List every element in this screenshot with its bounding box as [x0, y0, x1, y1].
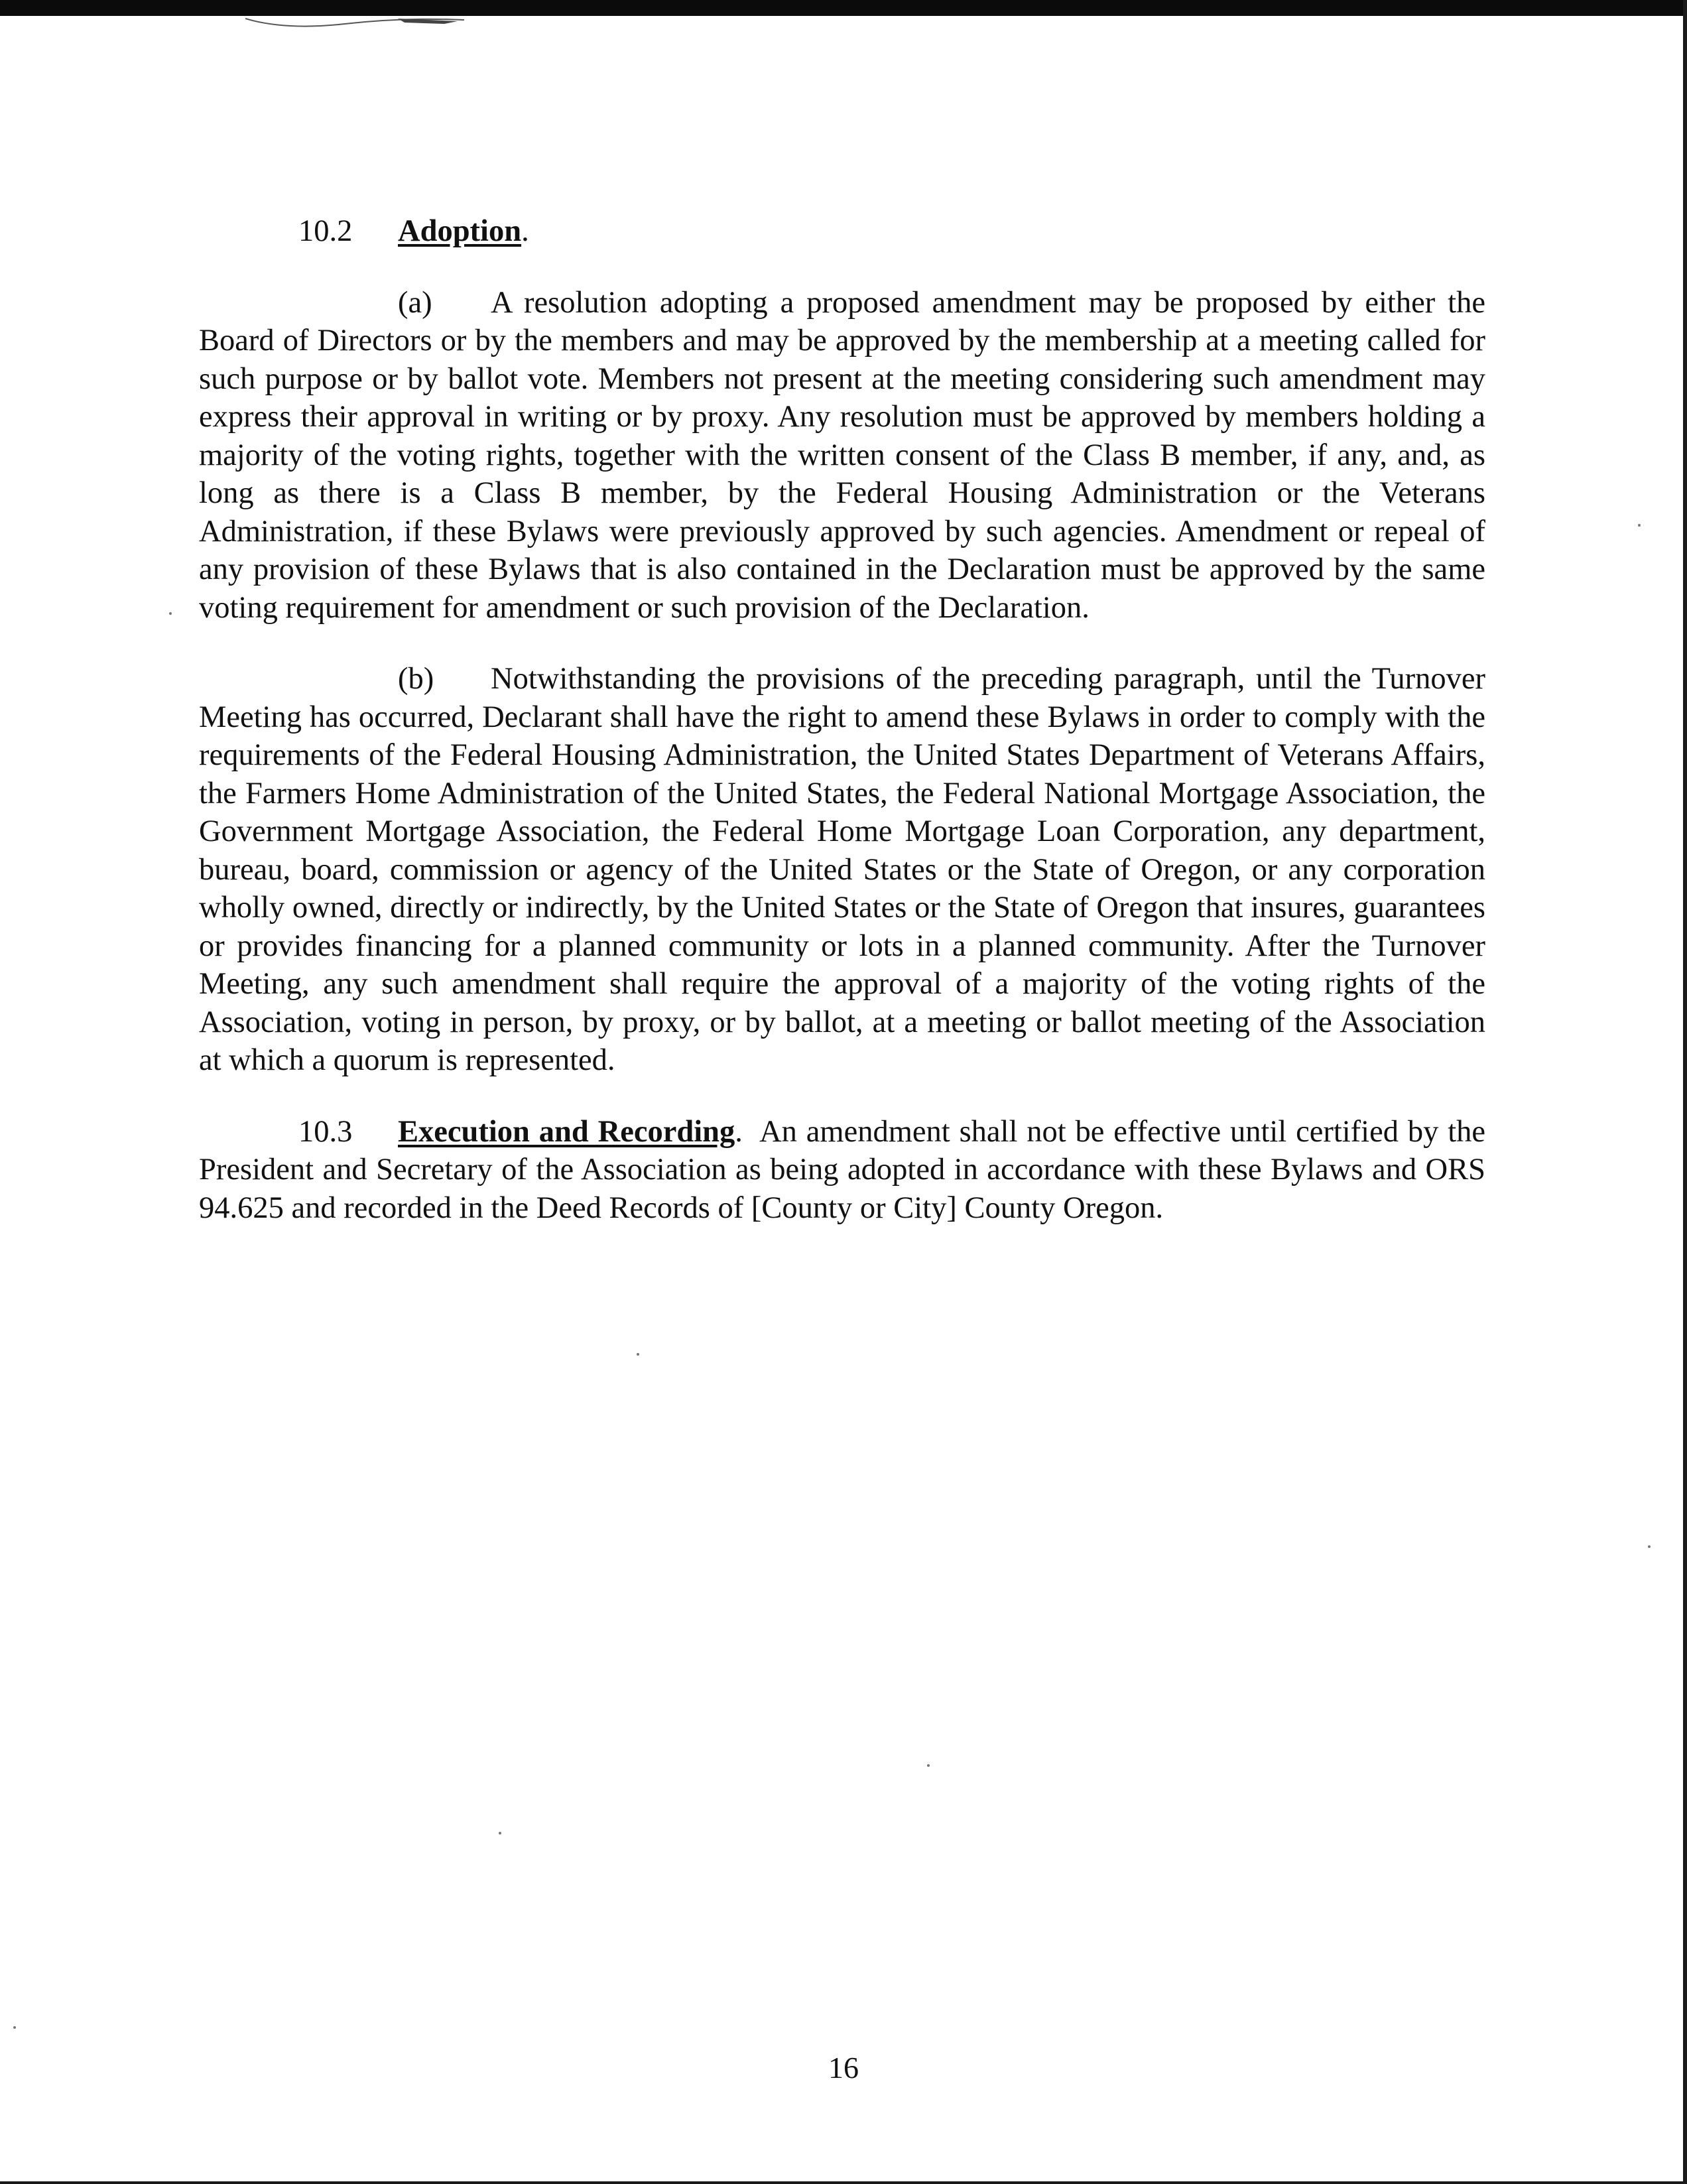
subsection-a — [199, 284, 1485, 627]
section-number: 10.2 — [298, 214, 353, 248]
scan-speck — [1638, 524, 1641, 527]
scan-border-right — [1683, 0, 1687, 2184]
scan-speck — [927, 1764, 930, 1767]
section-title: Adoption — [398, 214, 522, 248]
subsection-label: (b) — [398, 662, 434, 696]
section-title: Execution and Recording — [398, 1114, 735, 1149]
scan-speck — [13, 2026, 16, 2029]
scan-border-bottom — [0, 2181, 1687, 2184]
subsection-b — [199, 660, 1485, 1080]
title-punctuation: . — [735, 1114, 743, 1149]
subsection-text: Notwithstanding the provisions of the preceding paragraph, until the Turnover Meeting has occurred, Declarant shall have the right to amend these Bylaws in order to comply with the requirements of the Federal Housing Administration, the United States Department of Veterans Affairs, the Farmers Home Administration of the United States, the Federal National Mortgage Association, the Government Mortgage Association, the Federal Home Mortgage Loan Corporation, any department, bureau, board, commission or agency of the United States or the State of Oregon, or any corporation wholly owned, directly or indirectly, by the United States or the State of Oregon that insures, guarantees or provides financing for a planned community or lots in a planned community. After the Turnover Meeting, any such amendment shall require the approval of a majority of the voting rights of the Association, voting in person, by proxy, or by ballot, at a meeting or ballot meeting of the Association at which a quorum is represented. — [199, 662, 1485, 1077]
scan-smudge — [245, 16, 464, 32]
scan-speck — [169, 612, 172, 615]
scan-speck — [499, 1832, 501, 1834]
section-10-3 — [199, 1113, 1485, 1228]
scan-border-top — [0, 0, 1687, 16]
document-page — [199, 212, 1485, 1227]
section-number: 10.3 — [298, 1114, 353, 1149]
subsection-text: A resolution adopting a proposed amendment may be proposed by either the Board of Directors or by the members and may be approved by the membership at a meeting called for such purpose or by ballot vote. Members not present at the meeting considering such amendment may express their approval in writing or by proxy. Any resolution must be approved by members holding a majority of the voting rights, together with the written consent of the Class B member, if any, and, as long as there is a Class B member, by the Federal Housing Administration or the Veterans Administration, if these Bylaws were previously approved by such agencies. Amendment or repeal of any provision of these Bylaws that is also contained in the Declaration must be approved by the same voting requirement for amendment or such provision of the Declaration. — [199, 285, 1485, 625]
scan-speck — [1648, 1545, 1651, 1548]
title-punctuation: . — [521, 214, 529, 248]
scan-speck — [637, 1353, 639, 1356]
subsection-label: (a) — [398, 285, 432, 320]
page-number: 16 — [828, 2051, 859, 2085]
section-10-2-heading — [298, 212, 1485, 251]
section-text: An amendment shall not be effective until certified by the President and Secretary of the Association as being adopted in accordance with these Bylaws and ORS 94.625 and recorded in the Deed Records of [County or City] County Oregon. — [199, 1114, 1486, 1225]
